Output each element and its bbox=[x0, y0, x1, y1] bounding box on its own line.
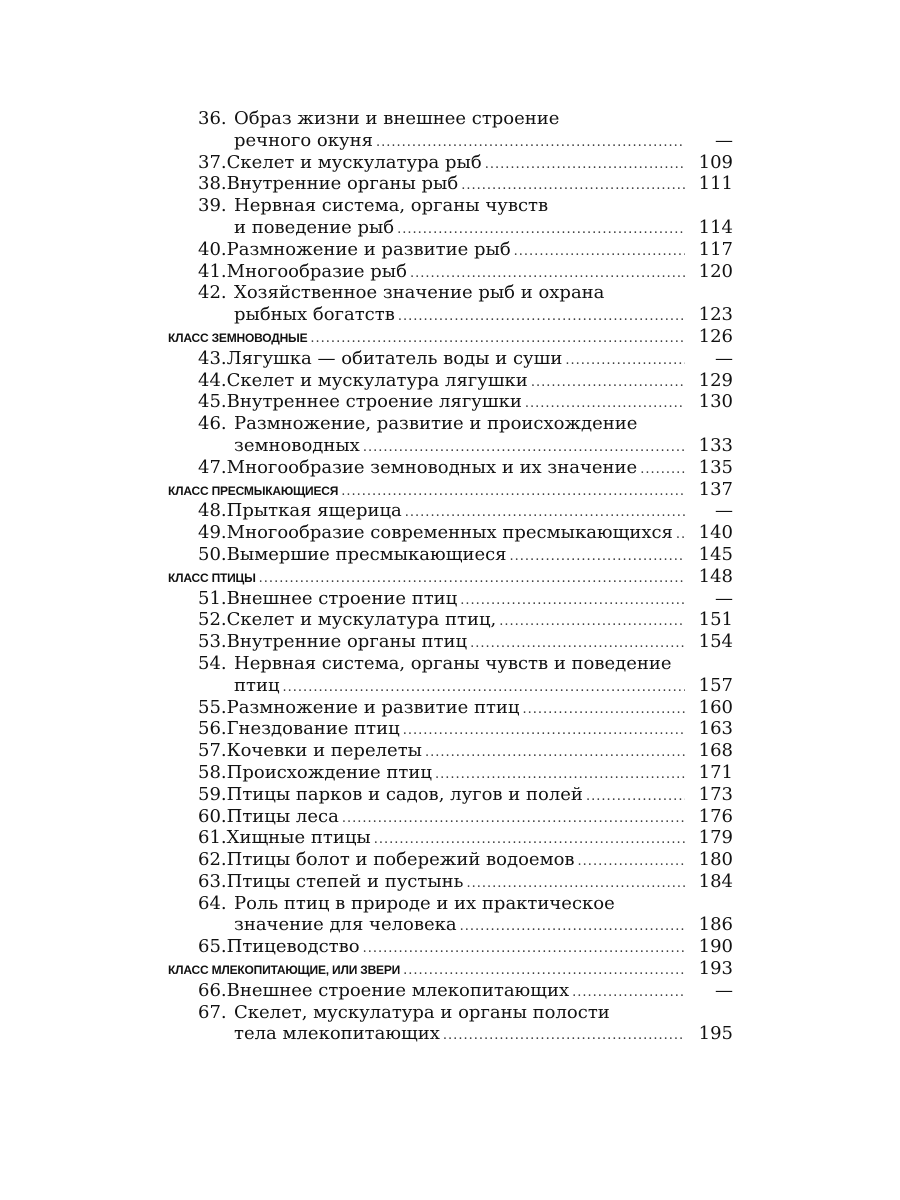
toc-page-number: 117 bbox=[698, 238, 733, 260]
toc-page-number: 180 bbox=[698, 849, 733, 871]
toc-entry-number: 57. bbox=[198, 740, 227, 762]
toc-page-number: 173 bbox=[698, 783, 733, 805]
toc-entry-row bbox=[168, 849, 733, 871]
toc-page-number: 130 bbox=[698, 391, 733, 413]
dot-leader bbox=[405, 500, 685, 524]
toc-page-number: 151 bbox=[698, 609, 733, 631]
toc-entry-text bbox=[198, 348, 685, 372]
toc-page-number: 186 bbox=[698, 914, 733, 936]
dot-leader bbox=[435, 762, 685, 786]
toc-entry-number: 36. bbox=[198, 108, 227, 129]
dot-leader bbox=[341, 479, 685, 503]
toc-entry-text bbox=[234, 914, 685, 938]
toc-entry-title: Птицы болот и побережий водоемов bbox=[226, 849, 575, 871]
toc-page-number: 111 bbox=[698, 173, 733, 195]
toc-entry-row bbox=[168, 391, 733, 413]
toc-entry-title: Птицы парков и садов, лугов и полей bbox=[226, 783, 583, 805]
toc-entry-text bbox=[198, 195, 733, 217]
toc-entry-text bbox=[198, 391, 685, 415]
toc-entry-title: Гнездование птиц bbox=[226, 718, 400, 740]
toc-entry-text bbox=[234, 304, 685, 328]
toc-entry-title: Хозяйственное значение рыб и охрана bbox=[234, 282, 605, 304]
toc-entry-row bbox=[168, 348, 733, 370]
dot-leader bbox=[403, 958, 685, 982]
toc-entry-row bbox=[168, 282, 733, 304]
dot-leader bbox=[470, 631, 685, 655]
dot-leader bbox=[572, 980, 685, 1004]
toc-entry-number: 56. bbox=[198, 718, 227, 740]
toc-entry-row bbox=[168, 697, 733, 719]
toc-page-number: 179 bbox=[698, 827, 733, 849]
toc-entry-text bbox=[198, 936, 685, 960]
dot-leader bbox=[461, 173, 685, 197]
toc-entry-row bbox=[168, 936, 733, 958]
toc-page-number: — bbox=[715, 587, 733, 609]
toc-page-number: 120 bbox=[698, 260, 733, 282]
toc-entry-text bbox=[198, 609, 685, 633]
toc-page-number: 109 bbox=[698, 151, 733, 173]
toc-page-number: — bbox=[715, 129, 733, 151]
toc-entry-text bbox=[198, 871, 685, 895]
toc-section-title: КЛАСС ПРЕСМЫКАЮЩИЕСЯ bbox=[168, 483, 339, 498]
toc-entry-text bbox=[198, 893, 733, 915]
toc-section-row bbox=[168, 958, 733, 980]
toc-entry-row bbox=[168, 740, 733, 762]
toc-entry-title: Размножение, развитие и происхождение bbox=[234, 413, 638, 435]
toc-entry-continuation-row bbox=[168, 675, 733, 697]
toc-page-number: 137 bbox=[698, 478, 733, 500]
toc-entry-text bbox=[198, 457, 685, 481]
dot-leader bbox=[510, 544, 685, 568]
toc-entry-row bbox=[168, 152, 733, 174]
toc-entry-text bbox=[234, 217, 685, 241]
toc-page-number: — bbox=[715, 347, 733, 369]
dot-leader bbox=[425, 740, 685, 764]
toc-entry-title: Нервная система, органы чувств bbox=[234, 195, 549, 217]
toc-entry-number: 54. bbox=[198, 652, 227, 674]
toc-entry-number: 50. bbox=[198, 543, 227, 565]
dot-leader bbox=[531, 370, 685, 394]
toc-entry-number: 53. bbox=[198, 631, 227, 653]
toc-entry-title: Внутренние органы птиц bbox=[226, 631, 468, 653]
toc-section-row bbox=[168, 566, 733, 588]
toc-entry-title: Многообразие рыб bbox=[226, 260, 407, 282]
toc-entry-text bbox=[198, 827, 685, 851]
toc-entry-number: 39. bbox=[198, 195, 227, 217]
toc-entry-continuation-row bbox=[168, 914, 733, 936]
toc-entry-text bbox=[198, 980, 685, 1004]
dot-leader bbox=[342, 806, 685, 830]
toc-entry-number: 43. bbox=[198, 347, 227, 369]
toc-entry-title: Внешнее строение птиц bbox=[226, 587, 458, 609]
toc-page-number: 176 bbox=[698, 805, 733, 827]
toc-entry-number: 37. bbox=[198, 151, 227, 173]
toc-entry-row bbox=[168, 457, 733, 479]
toc-entry-title: птиц bbox=[234, 674, 280, 696]
toc-entry-row bbox=[168, 784, 733, 806]
toc-entry-title: Роль птиц в природе и их практическое bbox=[234, 892, 615, 914]
toc-page-number: 135 bbox=[698, 456, 733, 478]
dot-leader bbox=[397, 217, 685, 241]
toc-entry-text bbox=[168, 958, 685, 982]
toc-entry-number: 63. bbox=[198, 870, 227, 892]
dot-leader bbox=[374, 827, 685, 851]
toc-entry-title: Образ жизни и внешнее строение bbox=[234, 108, 560, 129]
toc-entry-title: Вымершие пресмыкающиеся bbox=[226, 543, 507, 565]
toc-page-number: 133 bbox=[698, 434, 733, 456]
toc-entry-title: Размножение и развитие птиц bbox=[226, 696, 520, 718]
dot-leader bbox=[363, 936, 685, 960]
toc-entry-text bbox=[198, 500, 685, 524]
toc-entry-number: 65. bbox=[198, 936, 227, 958]
toc-entry-text bbox=[198, 370, 685, 394]
dot-leader bbox=[499, 609, 685, 633]
toc-page-number: 193 bbox=[698, 958, 733, 980]
dot-leader bbox=[443, 1023, 685, 1047]
toc-entry-title: Прыткая ящерица bbox=[226, 500, 402, 522]
toc-entry-number: 48. bbox=[198, 500, 227, 522]
toc-entry-title: Скелет и мускулатура птиц, bbox=[226, 609, 497, 631]
toc-entry-title: Многообразие современных пресмыкающихся bbox=[226, 522, 673, 544]
toc-entry-title: Скелет и мускулатура рыб bbox=[226, 151, 482, 173]
toc-entry-title: Лягушка — обитатель воды и суши bbox=[226, 347, 563, 369]
toc-page-number: — bbox=[715, 500, 733, 522]
toc-entry-row bbox=[168, 173, 733, 195]
toc-entry-number: 64. bbox=[198, 892, 227, 914]
toc-entry-text bbox=[198, 413, 733, 435]
toc-entry-text bbox=[198, 522, 685, 546]
toc-page-number: — bbox=[715, 979, 733, 1001]
toc-entry-text bbox=[198, 544, 685, 568]
toc-entry-text bbox=[198, 1002, 733, 1024]
toc-entry-text bbox=[198, 784, 685, 808]
toc-entry-number: 59. bbox=[198, 783, 227, 805]
toc-entry-title: Скелет, мускулатура и органы полости bbox=[234, 1001, 610, 1023]
toc-entry-title: значение для человека bbox=[234, 914, 457, 936]
toc-entry-number: 66. bbox=[198, 979, 227, 1001]
toc-entry-title: Внутренние органы рыб bbox=[226, 173, 459, 195]
toc-entry-text bbox=[168, 566, 685, 590]
toc-entry-row bbox=[168, 631, 733, 653]
toc-section-title: КЛАСС ЗЕМНОВОДНЫЕ bbox=[168, 330, 308, 345]
toc-entry-number: 38. bbox=[198, 173, 227, 195]
toc-page-number: 195 bbox=[698, 1023, 733, 1045]
toc-entry-row bbox=[168, 108, 733, 130]
toc-entry-text bbox=[168, 326, 685, 350]
toc-entry-title: Птицы степей и пустынь bbox=[226, 870, 464, 892]
dot-leader bbox=[376, 130, 685, 154]
toc-entry-text bbox=[198, 653, 733, 675]
toc-entry-row bbox=[168, 544, 733, 566]
dot-leader bbox=[586, 784, 685, 808]
toc-entry-continuation-row bbox=[168, 304, 733, 326]
toc-entry-title: Птицы леса bbox=[226, 805, 339, 827]
toc-entry-title: Внешнее строение млекопитающих bbox=[226, 979, 570, 1001]
dot-leader bbox=[310, 326, 685, 350]
toc-entry-continuation-row bbox=[168, 130, 733, 152]
dot-leader bbox=[565, 348, 685, 372]
toc-entry-number: 67. bbox=[198, 1001, 227, 1023]
dot-leader bbox=[525, 391, 685, 415]
toc-entry-number: 51. bbox=[198, 587, 227, 609]
toc-entry-row bbox=[168, 980, 733, 1002]
toc-entry-title: тела млекопитающих bbox=[234, 1023, 440, 1045]
table-of-contents bbox=[168, 108, 733, 1045]
toc-entry-row bbox=[168, 609, 733, 631]
toc-entry-text bbox=[234, 675, 685, 699]
toc-page-number: 163 bbox=[698, 718, 733, 740]
toc-page-number: 123 bbox=[698, 304, 733, 326]
toc-entry-row bbox=[168, 522, 733, 544]
toc-entry-number: 46. bbox=[198, 413, 227, 435]
toc-entry-number: 55. bbox=[198, 696, 227, 718]
toc-entry-text bbox=[198, 261, 685, 285]
toc-entry-number: 58. bbox=[198, 761, 227, 783]
toc-entry-row bbox=[168, 871, 733, 893]
toc-entry-number: 42. bbox=[198, 282, 227, 304]
toc-page-number: 157 bbox=[698, 674, 733, 696]
toc-entry-text bbox=[198, 631, 685, 655]
toc-entry-title: Скелет и мускулатура лягушки bbox=[226, 369, 528, 391]
toc-entry-row bbox=[168, 588, 733, 610]
toc-entry-text bbox=[198, 282, 733, 304]
dot-leader bbox=[460, 914, 685, 938]
toc-page-number: 126 bbox=[698, 325, 733, 347]
toc-entry-text bbox=[198, 239, 685, 263]
toc-entry-number: 40. bbox=[198, 238, 227, 260]
toc-entry-title: Кочевки и перелеты bbox=[226, 740, 422, 762]
dot-leader bbox=[466, 871, 685, 895]
dot-leader bbox=[640, 457, 685, 481]
toc-entry-text bbox=[198, 108, 733, 130]
dot-leader bbox=[283, 675, 685, 699]
toc-entry-text bbox=[234, 1023, 685, 1047]
toc-page-number: 140 bbox=[698, 522, 733, 544]
toc-entry-title: Многообразие земноводных и их значение bbox=[226, 456, 638, 478]
toc-entry-text bbox=[198, 806, 685, 830]
dot-leader bbox=[259, 566, 685, 590]
dot-leader bbox=[578, 849, 685, 873]
toc-entry-text bbox=[198, 173, 685, 197]
toc-page-number: 129 bbox=[698, 369, 733, 391]
dot-leader bbox=[410, 261, 685, 285]
toc-page-number: 171 bbox=[698, 761, 733, 783]
toc-entry-title: рыбных богатств bbox=[234, 304, 395, 326]
toc-entry-number: 60. bbox=[198, 805, 227, 827]
toc-page-number: 184 bbox=[698, 870, 733, 892]
toc-entry-number: 47. bbox=[198, 456, 227, 478]
toc-entry-row bbox=[168, 653, 733, 675]
toc-entry-number: 41. bbox=[198, 260, 227, 282]
toc-entry-text bbox=[198, 588, 685, 612]
toc-page-number: 154 bbox=[698, 631, 733, 653]
dot-leader bbox=[523, 697, 686, 721]
dot-leader bbox=[460, 588, 685, 612]
toc-entry-row bbox=[168, 762, 733, 784]
toc-entry-row bbox=[168, 370, 733, 392]
toc-entry-row bbox=[168, 806, 733, 828]
toc-entry-title: Птицеводство bbox=[226, 936, 360, 958]
toc-entry-row bbox=[168, 261, 733, 283]
dot-leader bbox=[514, 239, 685, 263]
toc-entry-text bbox=[198, 740, 685, 764]
toc-entry-text bbox=[198, 718, 685, 742]
toc-entry-text bbox=[198, 152, 685, 176]
toc-entry-continuation-row bbox=[168, 1023, 733, 1045]
toc-entry-number: 62. bbox=[198, 849, 227, 871]
toc-entry-text bbox=[198, 697, 685, 721]
toc-entry-row bbox=[168, 413, 733, 435]
toc-page-number: 168 bbox=[698, 740, 733, 762]
toc-entry-title: Внутреннее строение лягушки bbox=[226, 391, 522, 413]
toc-entry-row bbox=[168, 239, 733, 261]
toc-page-number: 148 bbox=[698, 565, 733, 587]
toc-entry-title: Хищные птицы bbox=[226, 827, 371, 849]
toc-entry-continuation-row bbox=[168, 217, 733, 239]
toc-entry-number: 61. bbox=[198, 827, 227, 849]
toc-entry-title: Размножение и развитие рыб bbox=[226, 238, 511, 260]
toc-entry-row bbox=[168, 893, 733, 915]
dot-leader bbox=[398, 304, 685, 328]
toc-section-title: КЛАСС МЛЕКОПИТАЮЩИЕ, ИЛИ ЗВЕРИ bbox=[168, 963, 401, 978]
toc-page-number: 114 bbox=[698, 216, 733, 238]
toc-entry-number: 52. bbox=[198, 609, 227, 631]
toc-entry-title: речного окуня bbox=[234, 129, 373, 151]
toc-section-row bbox=[168, 326, 733, 348]
dot-leader bbox=[485, 152, 685, 176]
toc-entry-row bbox=[168, 195, 733, 217]
toc-entry-row bbox=[168, 500, 733, 522]
toc-entry-title: и поведение рыб bbox=[234, 216, 395, 238]
toc-entry-title: Происхождение птиц bbox=[226, 761, 432, 783]
toc-entry-title: земноводных bbox=[234, 434, 360, 456]
toc-entry-text bbox=[234, 435, 685, 459]
toc-entry-text bbox=[198, 762, 685, 786]
toc-entry-number: 49. bbox=[198, 522, 227, 544]
dot-leader bbox=[363, 435, 685, 459]
dot-leader bbox=[403, 718, 685, 742]
toc-page-number: 160 bbox=[698, 696, 733, 718]
toc-entry-title: Нервная система, органы чувств и поведение bbox=[234, 652, 672, 674]
toc-section-row bbox=[168, 479, 733, 501]
dot-leader bbox=[676, 522, 685, 546]
toc-page-number: 145 bbox=[698, 543, 733, 565]
toc-entry-number: 45. bbox=[198, 391, 227, 413]
toc-entry-number: 44. bbox=[198, 369, 227, 391]
toc-entry-text bbox=[198, 849, 685, 873]
toc-entry-continuation-row bbox=[168, 435, 733, 457]
toc-entry-row bbox=[168, 827, 733, 849]
toc-entry-text bbox=[168, 479, 685, 503]
toc-entry-row bbox=[168, 718, 733, 740]
toc-section-title: КЛАСС ПТИЦЫ bbox=[168, 570, 256, 585]
toc-entry-text bbox=[234, 130, 685, 154]
toc-page-number: 190 bbox=[698, 936, 733, 958]
toc-entry-row bbox=[168, 1002, 733, 1024]
